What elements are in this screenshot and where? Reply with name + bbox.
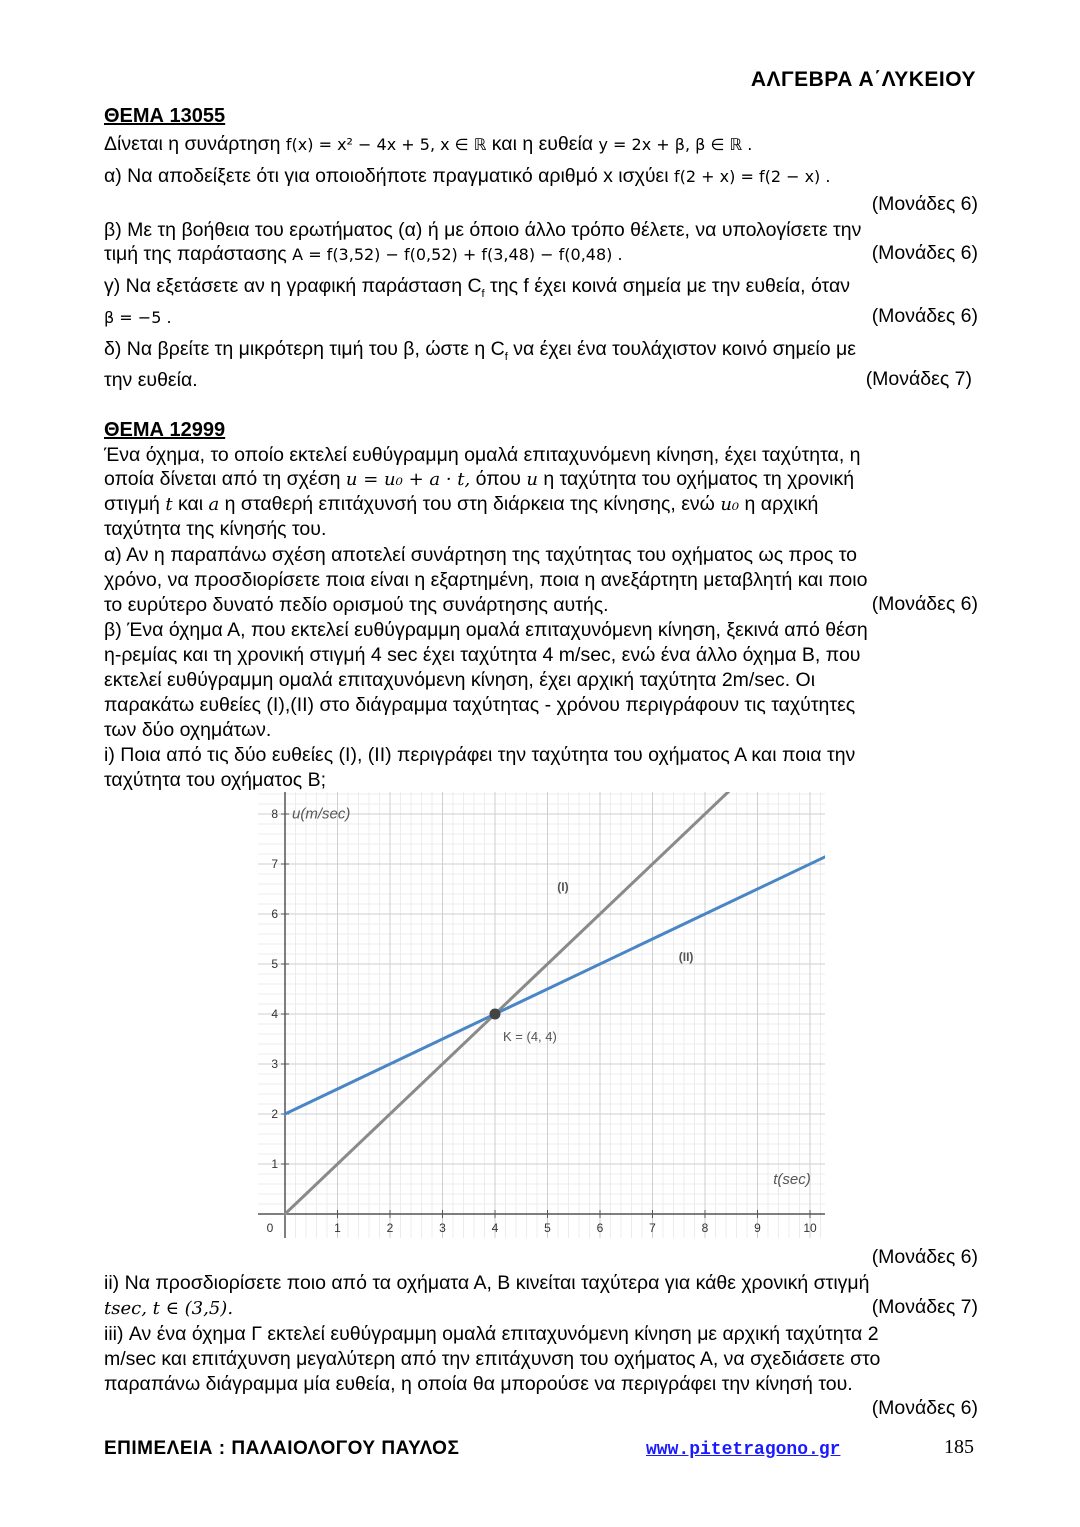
t1-l1a: Δίνεται η συνάρτηση	[104, 133, 286, 155]
theme2-p2	[104, 467, 978, 492]
theme2-qb4: παρακάτω ευθείες (I),(II) στο διάγραμμα ταχύτητας - χρόνου περιγράφουν τις ταχύτητες	[104, 694, 856, 716]
y-tick-label: 7	[271, 857, 278, 871]
t2-p2b: όπου	[470, 468, 527, 490]
x-axis-label: t(sec)	[773, 1171, 811, 1188]
line-I-label: (I)	[557, 880, 569, 894]
theme1-title-row	[104, 104, 978, 129]
theme1-line1	[104, 132, 978, 157]
theme2-qii1: ii) Να προσδιορίσετε ποιο από τα οχήματα Α, Β κινείται ταχύτερα για κάθε χρονική στιγμή	[104, 1272, 870, 1294]
theme2-qa3: το ευρύτερο δυνατό πεδίο ορισμού της συνάρτησης αυτής.	[104, 594, 609, 616]
theme2-qi1: i) Ποια από τις δύο ευθείες (I), (II) περιγράφει την ταχύτητα του οχήματος Α και ποια την	[104, 744, 856, 766]
theme2-p3	[104, 492, 978, 517]
t1-l5s: f	[481, 287, 485, 300]
t2-p3b: και	[172, 493, 209, 515]
x-tick-label: 9	[754, 1221, 761, 1235]
point-K	[490, 1009, 501, 1020]
theme1-marks-c: (Μονάδες 6)	[871, 305, 978, 327]
theme1-line8: την ευθεία.	[104, 369, 198, 391]
x-tick-label: 7	[649, 1221, 656, 1235]
t1-l5: γ) Να εξετάσετε αν η γραφική παράσταση C	[104, 275, 482, 297]
theme2-marks-iii: (Μονάδες 6)	[871, 1397, 978, 1419]
theme1-line3: β) Με τη βοήθεια του ερωτήματος (α) ή με όποιο άλλο τρόπο θέλετε, να υπολογίσετε την	[104, 219, 862, 241]
x-tick-label: 6	[596, 1221, 604, 1235]
theme2-title-row	[104, 418, 978, 443]
x-tick-label: 8	[701, 1221, 709, 1235]
t2-p2a: οποία δίνεται από τη σχέση	[104, 468, 346, 490]
line-I	[285, 792, 731, 1214]
t1-l5b: της f έχει κοινά σημεία με την ευθεία, όταν	[484, 275, 850, 297]
theme1-line4	[104, 242, 978, 267]
y-tick-label: 4	[271, 1007, 278, 1021]
y-axis-label: u(m/sec)	[292, 805, 351, 823]
t2-qii2: tsec, t ∈ (3,5).	[104, 1298, 234, 1319]
theme1-marks-d: (Μονάδες 7)	[865, 368, 972, 390]
line-II	[285, 857, 825, 1115]
t1-l2a: α) Να αποδείξετε ότι για οποιοδήποτε πραγματικό αριθμό x ισχύει	[104, 165, 675, 187]
t1-l4f: A = f(3,52) − f(0,52) + f(3,48) − f(0,48) .	[292, 245, 623, 264]
theme1-line7	[104, 337, 978, 370]
chart-series	[285, 792, 825, 1214]
theme2-qa2: χρόνο, να προσδιορίσετε ποια είναι η εξαρτημένη, ποια η ανεξάρτητη μεταβλητή και ποιο	[104, 569, 868, 591]
chart-grid-major	[258, 792, 825, 1238]
t1-l7a: δ) Να βρείτε τη μικρότερη τιμή του β, ώστε η C	[104, 338, 505, 360]
t2-p3a: στιγμή	[104, 493, 166, 515]
line-II-label: (II)	[678, 950, 694, 964]
theme1-line5	[104, 274, 978, 307]
x-tick-label: 3	[439, 1221, 446, 1235]
theme1-title: ΘΕΜΑ 13055	[104, 105, 226, 127]
theme2-qb5: των δύο οχημάτων.	[104, 719, 272, 741]
theme2-qa1: α) Αν η παραπάνω σχέση αποτελεί συνάρτηση της ταχύτητας του οχήματος ως προς το	[104, 544, 858, 566]
theme1-line6	[104, 305, 978, 330]
t1-l1b: και η ευθεία	[486, 133, 599, 155]
t1-l4a: τιμή της παράστασης	[104, 243, 293, 265]
t1-l2f: f(2 + x) = f(2 − x) .	[674, 167, 831, 186]
theme2-qiii1: iii) Αν ένα όχημα Γ εκτελεί ευθύγραμμη ομαλά επιταχυνόμενη κίνηση με αρχική ταχύτητα 2	[104, 1323, 879, 1345]
theme2-marks-i: (Μονάδες 6)	[871, 1246, 978, 1268]
t2-p3a2: a	[208, 494, 220, 515]
theme2-marks-a: (Μονάδες 6)	[871, 593, 978, 615]
x-tick-label: 4	[491, 1221, 499, 1235]
page-number: 185	[944, 1436, 974, 1458]
t2-p3t: t	[165, 494, 173, 515]
t1-l1f: f(x) = x² − 4x + 5, x ∈ ℝ	[285, 135, 487, 154]
theme2-p1: Ένα όχημα, το οποίο εκτελεί ευθύγραμμη ομαλά επιταχυνόμενη κίνηση, έχει ταχύτητα, η	[104, 444, 861, 466]
chart-tick-labels	[267, 807, 817, 1235]
y-tick-label: 6	[271, 907, 278, 921]
theme1-marks-b: (Μονάδες 6)	[871, 242, 978, 264]
y-tick-label: 5	[271, 957, 278, 971]
theme2-qiii3: παραπάνω διάγραμμα μία ευθεία, η οποία θα μπορούσε να περιγράφει την κίνησή του.	[104, 1373, 853, 1395]
theme2-qii2	[104, 1296, 978, 1321]
theme2-marks-ii: (Μονάδες 7)	[871, 1296, 978, 1318]
page-header-title: ΑΛΓΕΒΡΑ Α΄ΛΥΚΕΙΟΥ	[750, 68, 976, 91]
theme2-qi2: ταχύτητα του οχήματος Β;	[104, 769, 327, 791]
t1-l7s: f	[504, 350, 508, 363]
t2-p3c: η σταθερή επιτάχυνσή του στη διάρκεια της κίνησης, ενώ	[219, 493, 721, 515]
footer-author: ΕΠΙΜΕΛΕΙΑ : ΠΑΛΑΙΟΛΟΓΟΥ ΠΑΥΛΟΣ	[104, 1438, 460, 1459]
t2-p3u0: u₀	[720, 494, 740, 515]
x-tick-label: 1	[334, 1221, 341, 1235]
t2-p2u: u	[526, 469, 538, 490]
theme2-qb1: β) Ένα όχημα Α, που εκτελεί ευθύγραμμη ομαλά επιταχυνόμενη κίνηση, ξεκινά από θέση	[104, 619, 868, 641]
theme1-marks-a: (Μονάδες 6)	[871, 193, 978, 215]
x-tick-label: 0	[266, 1221, 274, 1235]
x-tick-label: 5	[544, 1221, 551, 1235]
x-tick-label: 10	[803, 1221, 817, 1235]
t1-l7b: να έχει ένα τουλάχιστον κοινό σημείο με	[507, 338, 856, 360]
chart-grid-minor	[258, 792, 825, 1238]
theme2-qiii2: m/sec και επιτάχυνση μεγαλύτερη από την επιτάχυνση του οχήματος Α, να σχεδιάσετε στο	[104, 1348, 881, 1370]
point-K-label: K = (4, 4)	[503, 1029, 557, 1044]
t1-l1g: y = 2x + β, β ∈ ℝ .	[598, 135, 753, 154]
theme2-qb2: η-ρεμίας και τη χρονική στιγμή 4 sec έχει ταχύτητα 4 m/sec, ενώ ένα άλλο όχημα Β, που	[104, 644, 861, 666]
y-tick-label: 1	[271, 1157, 278, 1171]
velocity-time-chart	[258, 792, 825, 1238]
t2-p2m: u = u₀ + a · t,	[345, 469, 471, 490]
theme2-p4: ταχύτητα της κίνησής του.	[104, 518, 327, 540]
y-tick-label: 2	[271, 1107, 278, 1121]
chart-labels	[292, 806, 811, 1189]
y-tick-label: 8	[271, 807, 278, 821]
x-tick-label: 2	[386, 1221, 394, 1235]
theme2-title: ΘΕΜΑ 12999	[104, 419, 226, 441]
t1-l6: β = −5 .	[104, 308, 172, 327]
t2-p2c: η ταχύτητα του οχήματος τη χρονική	[537, 468, 855, 490]
theme2-qb3: εκτελεί ευθύγραμμη ομαλά επιταχυνόμενη κίνηση, έχει αρχική ταχύτητα 2m/sec. Οι	[104, 669, 816, 691]
chart-axes	[258, 792, 825, 1238]
footer-website-link[interactable]: www.pitetragono.gr	[646, 1440, 841, 1460]
y-tick-label: 3	[271, 1057, 278, 1071]
theme1-line2	[104, 164, 978, 189]
t2-p3d: η αρχική	[739, 493, 819, 515]
